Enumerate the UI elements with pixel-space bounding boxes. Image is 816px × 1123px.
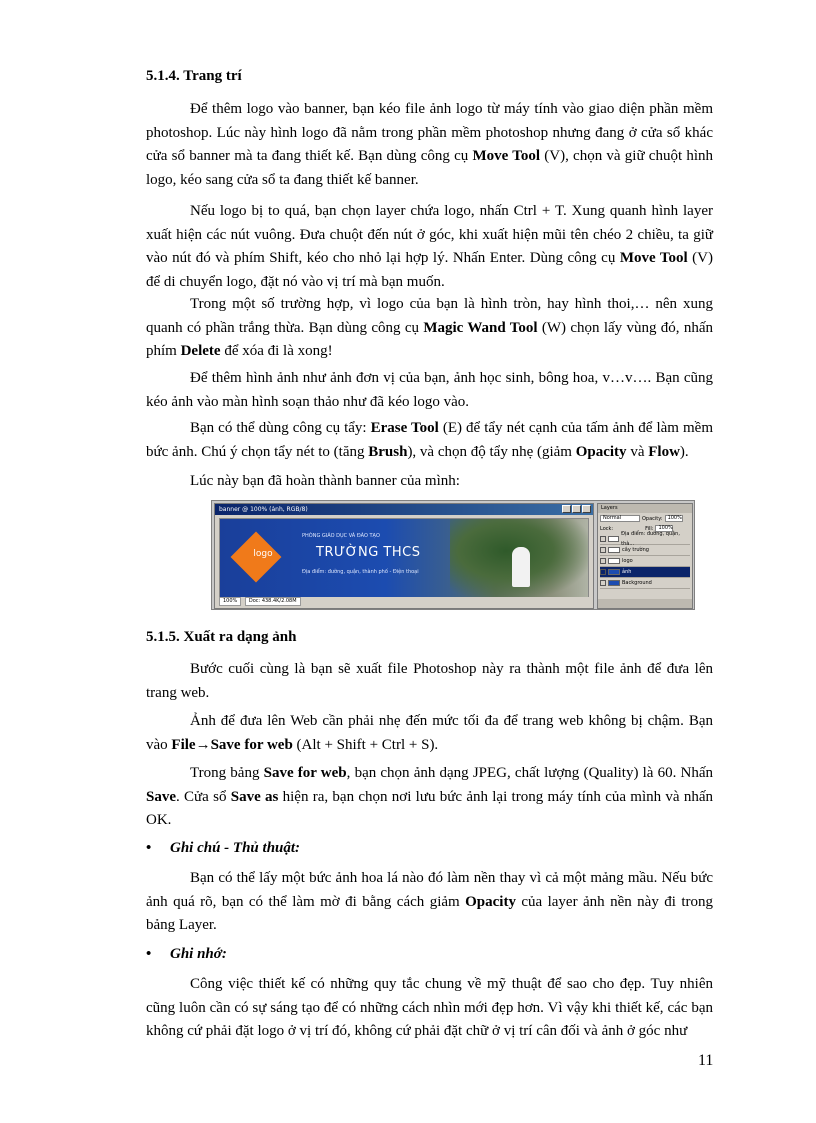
paragraph: Để thêm hình ảnh như ảnh đơn vị của bạn, ảnh học sinh, bông hoa, v…v…. Bạn cũng kéo ảnh vào màn hình soạn thảo như đã kéo logo vào. [146, 370, 713, 410]
bold-term: Magic Wand Tool [423, 319, 538, 336]
bullet-label: Ghi chú - Thủ thuật: [170, 840, 301, 856]
paragraph [146, 710, 713, 757]
document-window [214, 503, 594, 609]
text-run: (V), chọn và giữ chuột hình logo, kéo sang cửa sổ ta đang thiết kế banner. [146, 148, 713, 188]
bullet-heading-tips [146, 840, 300, 857]
layer-thumbnail [608, 558, 620, 564]
text-run: Nếu logo bị to quá, bạn chọn layer chứa logo, nhấn Ctrl + T. Xung quanh hình layer xuất hiện các nút vuông. Đưa chuột đến nút ở góc, khi xuất hiện mũi tên chéo 2 chiều, ta giữ vào nút đó và phím Shift, kéo cho nhỏ lại hợp lý. Nhấn Enter. Dùng công cụ [146, 203, 713, 266]
bold-term: Brush [368, 443, 408, 460]
layer-name: logo [622, 558, 633, 564]
layer-name: Địa điểm: đường, quận, thà... [621, 531, 680, 547]
opacity-label: Opacity: [642, 515, 663, 522]
text-run: ). [679, 443, 689, 460]
blend-row [600, 514, 690, 523]
eye-icon [600, 536, 606, 542]
bold-term: Move Tool [472, 148, 541, 164]
bullet-icon: • [146, 840, 152, 856]
bold-term: File→Save for web [171, 736, 293, 753]
paragraph: Lúc này bạn đã hoàn thành banner của mình: [190, 473, 460, 489]
text-run: (W) chọn lấy vùng đó, nhấn phím [146, 319, 713, 359]
bullet-heading-remember [146, 946, 227, 963]
paragraph [146, 417, 713, 464]
section-heading-5-1-4: 5.1.4. Trang trí [146, 68, 242, 84]
eye-icon [600, 558, 606, 564]
bold-term: Save [146, 788, 176, 805]
layer-thumbnail [608, 569, 620, 575]
layer-row [600, 556, 690, 567]
maximize-icon [572, 505, 581, 513]
blend-mode-select: Normal [600, 515, 640, 522]
paragraph [146, 867, 713, 938]
bold-term: Delete [180, 343, 221, 359]
layers-panel [597, 503, 693, 609]
text-run: , bạn chọn ảnh dạng JPEG, chất lượng (Quality) là 60. Nhấn [346, 765, 713, 781]
eye-icon [600, 547, 606, 553]
banner-canvas [219, 518, 589, 598]
bold-term: Save as [230, 788, 279, 805]
text-run: Ảnh để đưa lên Web cần phải nhẹ đến mức tối đa để trang web không bị chậm. Bạn vào [146, 713, 713, 753]
paragraph [146, 200, 713, 294]
text-run: của layer ảnh nền này đi trong bảng Layer. [146, 893, 713, 933]
zoom-level: 100% [219, 597, 241, 606]
minimize-icon [562, 505, 571, 513]
text-run: để xóa đi là xong! [220, 343, 333, 359]
bold-term: Save for web [263, 765, 347, 781]
layer-name: cây trường [622, 547, 649, 553]
page-number: 11 [698, 1052, 714, 1069]
bullet-label: Ghi nhớ: [170, 946, 227, 962]
text-run: (Alt + Shift + Ctrl + S). [292, 736, 439, 753]
opacity-input: 100% [665, 515, 683, 522]
layer-row-selected [600, 567, 690, 578]
bold-term: Move Tool [619, 250, 688, 266]
eye-icon [600, 569, 606, 575]
eye-icon [600, 580, 606, 586]
paragraph [146, 98, 713, 192]
text-run: . Cửa sổ [176, 788, 231, 805]
paragraph [146, 762, 713, 833]
close-icon [582, 505, 591, 513]
layer-row [600, 578, 690, 589]
fill-input: 100% [655, 525, 673, 532]
banner-address: Địa điểm: đường, quận, thành phố - Điện thoại [302, 569, 419, 575]
panel-footer [598, 599, 692, 608]
text-run: và [626, 443, 649, 460]
layer-name: ảnh [622, 569, 632, 575]
fill-label: Fill: [645, 525, 654, 532]
student-image [512, 547, 530, 587]
layers-tab: Layers [598, 504, 692, 513]
bold-term: Opacity [575, 443, 627, 460]
banner-subtitle: PHÒNG GIÁO DỤC VÀ ĐÀO TẠO [302, 533, 380, 539]
paragraph: Công việc thiết kế có những quy tắc chung về mỹ thuật để sao cho đẹp. Tuy nhiên cũng luôn cần có sự sáng tạo để có những cách nhìn mới đẹp hơn. Vì vậy khi thiết kế, các bạn không cứ phải đặt logo ở vị trí đó, không cứ phải đặt chữ ở vị trí cân đối và ảnh ở góc như [146, 976, 713, 1039]
status-bar [217, 597, 591, 606]
text-run: Trong một số trường hợp, vì logo của bạn là hình tròn, hay hình thoi,… nên xung quanh có phần trắng thừa. Bạn dùng công cụ [146, 296, 713, 336]
paragraph: Bước cuối cùng là bạn sẽ xuất file Photoshop này ra thành một file ảnh để đưa lên trang web. [146, 661, 713, 701]
window-title: banner @ 100% (ảnh, RGB/8) [219, 506, 308, 513]
text-run: Bạn có thể dùng công cụ tẩy: [190, 420, 371, 436]
bullet-icon: • [146, 946, 152, 962]
layer-name: Background [622, 580, 652, 586]
text-run: (V) để di chuyển logo, đặt nó vào vị trí mà bạn muốn. [146, 250, 714, 290]
bold-term: Flow [648, 443, 680, 460]
lock-label: Lock: [600, 525, 614, 532]
window-title-bar [215, 504, 593, 515]
text-run: (E) để tẩy nét cạnh của tấm ảnh để làm mềm bức ảnh. Chú ý chọn tẩy nét to (tăng [146, 420, 713, 460]
section-heading-5-1-5: 5.1.5. Xuất ra dạng ảnh [146, 629, 297, 645]
text-run: Bạn có thể lấy một bức ảnh hoa lá nào đó làm nền thay vì cả một mảng mầu. Nếu bức ảnh quá rõ, bạn có thể làm mờ đi bằng cách giảm [146, 870, 713, 910]
text-run: hiện ra, bạn chọn nơi lưu bức ảnh lại trong máy tính của mình và nhấn OK. [146, 788, 714, 828]
photoshop-screenshot [211, 500, 695, 610]
text-run: Trong bảng [190, 765, 264, 781]
bold-term: Erase Tool [370, 420, 439, 436]
layer-thumbnail [608, 547, 620, 553]
layer-thumbnail [608, 580, 620, 586]
doc-info: Doc: 438.4K/2.08M [245, 597, 301, 606]
text-layer-icon [608, 536, 619, 542]
paragraph [146, 293, 713, 364]
banner-title: TRƯỜNG THCS [316, 545, 421, 560]
bold-term: Opacity [465, 893, 516, 910]
logo-label: logo [253, 549, 273, 559]
text-run: Để thêm logo vào banner, bạn kéo file ảnh logo từ máy tính vào giao diện phần mềm photoshop. Lúc này hình logo đã nằm trong phần mềm photoshop nhưng đang ở cửa sổ khác cửa sổ banner mà ta đang thiết kế. Bạn dùng công cụ [146, 101, 713, 164]
text-run: ), và chọn độ tẩy nhẹ (giảm [407, 443, 576, 460]
layer-row [600, 531, 690, 547]
